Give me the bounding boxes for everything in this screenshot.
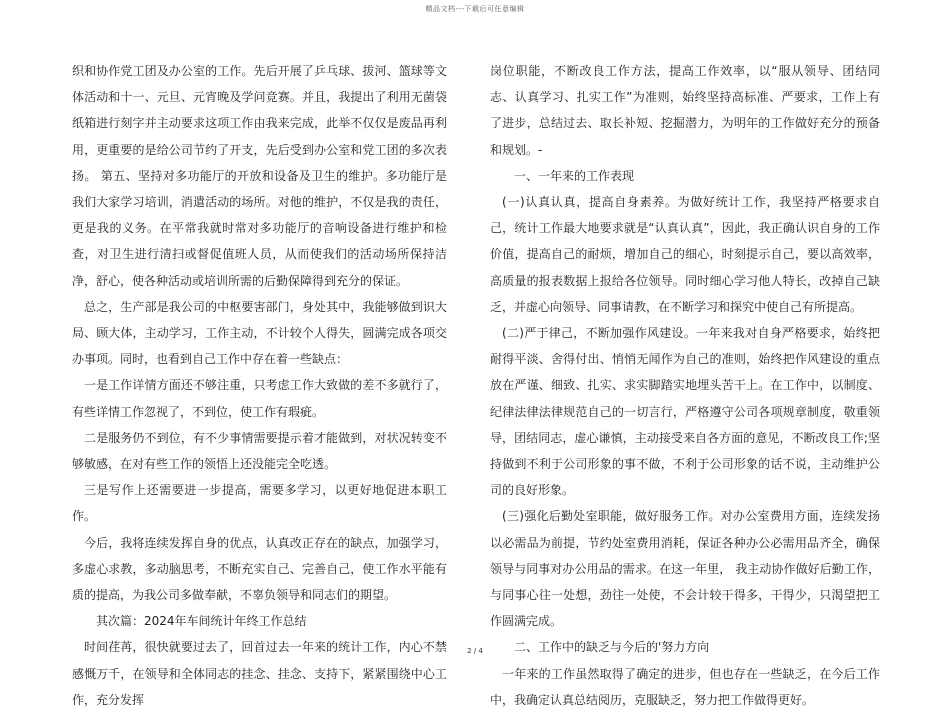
paragraph: (三)强化后勤处室职能，做好服务工作。对办公室费用方面，连续发扬以必需品为前提，节约处室费用消耗，保证各种办公必需用品齐全，确保领导与同事对办公用品的需求。在这一年里， 我主动协作做好后勤工作，与同事心往一处想，劲往一处使，不会计较干得多，干得少，只渴望把工作圆满完成。 (490, 509, 880, 629)
paragraph: 时间荏苒，很快就要过去了，回首过去一年来的统计工作，内心不禁感慨万千，在领导和全体同志的挂念、挂念、支持下，紧紧围绕中心工作，充分发挥 (72, 640, 447, 707)
paragraph: 一是工作详情方面还不够注重，只考虑工作大致做的差不多就行了，有些详情工作忽视了，不到位，使工作有瑕疵。 (72, 378, 447, 419)
right-column (490, 58, 880, 713)
paragraph: 今后，我将连续发挥自身的优点，认真改正存在的缺点，加强学习，多虚心求教，多动脑思考，不断充实自己、完善自己，使工作水平能有质的提高，为我公司多做奉献，不辜负领导和同志们的期望。 (72, 535, 447, 603)
paragraph: 二是服务仍不到位，有不少事情需要提示着才能做到，对状况转变不够敏感，在对有些工作的领悟上还没能完全吃透。 (72, 430, 447, 472)
section-heading: 其次篇：2024年车间统计年终工作总结 (96, 614, 307, 629)
paragraph: 总之，生产部是我公司的中枢要害部门，身处其中，我能够做到识大局、顾大体，主动学习，工作主动，不计较个人得失，圆满完成各项交办事项。同时，也看到自己工作中存在着一些缺点： (72, 299, 447, 367)
paragraph: 岗位职能，不断改良工作方法，提高工作效率，以“服从领导、团结同志、认真学习、扎实工作”为准则，始终坚持高标准、严要求，工作上有了进步，总结过去、取长补短、挖掘潜力，为明年的工作做好充分的预备和规划。- (490, 64, 880, 157)
paragraph: 织和协作党工团及办公室的工作。先后开展了乒乓球、拔河、篮球等文体活动和十一、元旦、元宵晚及学问竞赛。并且，我提出了利用无菌袋纸箱进行刻字并主动要求这项工作由我来完成，此举不仅仅是废品再利用，更重要的是给公司节约了开支，先后受到办公室和党工团的多次表扬。 第五、坚持对多功能厅的开放和设备及卫生的维护。多功能厅是我们大家学习培训，消遣活动的场所。对他的维护，不仅是我的责任，更是我的义务。在平常我就时常对多功能厅的音响设备进行维护和检查，对卫生进行清扫或督促值班人员，从而使我们的活动场所保持洁净，舒心，使各种活动或培训所需的后勤保障得到充分的保证。 (72, 64, 447, 288)
paragraph: 一年来的工作虽然取得了确定的进步，但也存在一些缺乏，在今后工作中，我确定认真总结阅历，克服缺乏，努力把工作做得更好。 (490, 666, 880, 707)
paragraph: (二)严于律己，不断加强作风建设。一年来我对自身严格要求，始终把耐得平淡、舍得付出、悄悄无闻作为自己的准则，始终把作风建设的重点放在严谨、细致、扎实、求实脚踏实地埋头苦干上。在工作中，以制度、纪律法律法律规范自己的一切言行，严格遵守公司各项规章制度，敬重领导，团结同志，虚心谦慎，主动接受来自各方面的意见，不断改良工作;坚持做到不利于公司形象的事不做，不利于公司形象的话不说，主动维护公司的良好形象。 (490, 326, 880, 498)
paragraph: (一)认真认真，提高自身素养。为做好统计工作，我坚持严格要求自己，统计工作最大地要求就是“认真认真”，因此，我正确认识自身的工作价值，提高自己的耐烦，增加自己的细心，时刻提示自己，要以高效率，高质量的报表数据上报给各位领导。同时细心学习他人特长，改掉自己缺乏，并虚心向领导、同事请教，在不断学习和探究中使自己有所提高。 (490, 195, 880, 314)
page-number: 2 / 4 (467, 647, 483, 655)
section-heading: 二、工作中的缺乏与今后的'努力方向 (514, 640, 710, 655)
page-header: 精品文档---下载后可任意编辑 (425, 5, 525, 13)
left-column (72, 58, 447, 713)
paragraph: 三是写作上还需要进一步提高，需要多学习，以更好地促进本职工作。 (72, 483, 447, 524)
section-heading: 一、一年来的工作表现 (514, 168, 635, 183)
